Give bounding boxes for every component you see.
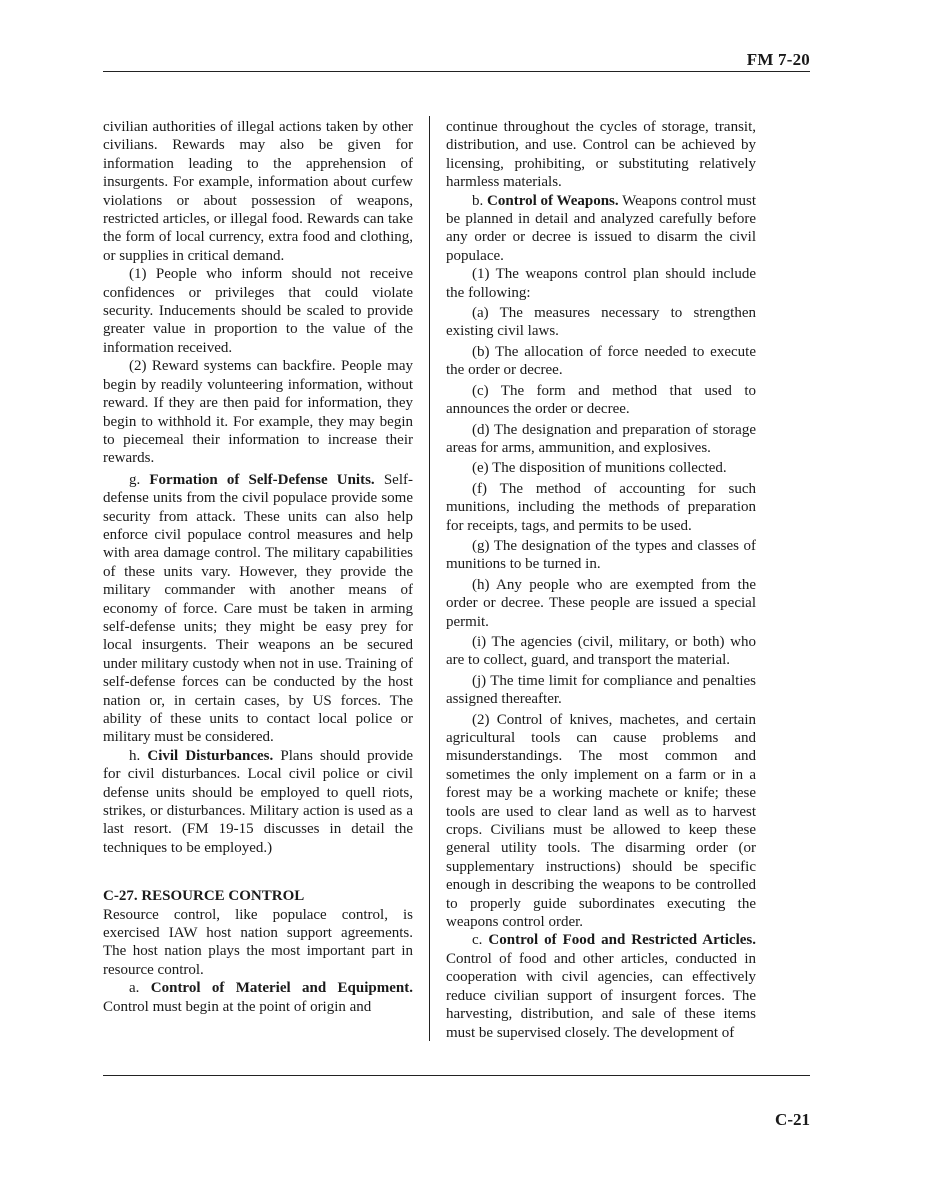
paragraph-h-civil-disturbances xyxy=(103,747,413,857)
paragraph-a-lead: a. xyxy=(129,980,151,997)
paragraph-item-2: (2) Reward systems can backfire. People may begin by readily volunteering information, without reward. If they are then paid for information, they begin to withhold it. For example, they may begin to piecemeal their information to increase their rewards. xyxy=(103,358,413,467)
heading-civil-disturbances: Civil Disturbances. xyxy=(147,747,274,764)
list-item-d: (d) The designation and preparation of storage areas for arms, ammunition, and explosives. xyxy=(446,421,756,456)
list-item-c: (c) The form and method that used to announces the order or decree. xyxy=(446,382,756,418)
paragraph-b-body: Weapons control must be planned in detail and analyzed carefully before any order or decree is issued to disarm the civil populace. xyxy=(446,192,756,264)
list-item-j: (j) The time limit for compliance and penalties assigned thereafter. xyxy=(446,672,756,708)
paragraph-rewards: civilian authorities of illegal actions taken by other civilians. Rewards may also be given for information leading to the apprehension of insurgents. For example, information about curfew violations or about possession of weapons, restricted articles, or illegal food. Rewards can take the form of local currency, extra food and clothing, or supplies in critical demand. xyxy=(103,119,413,264)
paragraph-weapons-plan: (1) The weapons control plan should include the following: xyxy=(446,266,756,301)
paragraph-item-1: (1) People who inform should not receive confidences or privileges that could violate security. Inducements should be scaled to provide greater value in proportion to the value of the information received. xyxy=(103,266,413,356)
column-divider xyxy=(429,116,430,1041)
paragraph-b-weapons xyxy=(446,192,756,266)
page-number: C-21 xyxy=(775,1110,810,1129)
list-item-h: (h) Any people who are exempted from the order or decree. These people are issued a special permit. xyxy=(446,576,756,630)
section-title: C-27. RESOURCE CONTROL xyxy=(103,888,305,905)
heading-food-restricted-articles: Control of Food and Restricted Articles. xyxy=(488,932,756,949)
paragraph-g-self-defense xyxy=(103,471,413,747)
paragraph-c-body: Control of food and other articles, conducted in cooperation with civil agencies, can effectively reduce civilian support of insurgent forces. The harvesting, distribution, and sale of these items must be supervised closely. The development of xyxy=(446,950,756,1041)
list-item-g: (g) The designation of the types and classes of munitions to be turned in. xyxy=(446,537,756,573)
paragraph-b-lead: b. xyxy=(472,192,488,209)
paragraph-c-lead: c. xyxy=(472,932,489,949)
heading-self-defense-units: Formation of Self-Defense Units. xyxy=(149,471,375,488)
list-item-e: (e) The disposition of munitions collected. xyxy=(472,460,727,477)
list-item-b: (b) The allocation of force needed to execute the order or decree. xyxy=(446,343,756,379)
list-item-f: (f) The method of accounting for such munitions, including the methods of preparation for receipts, tags, and permits to be used. xyxy=(446,480,756,534)
paragraph-a-materiel xyxy=(103,979,413,1016)
paragraph-continue: continue throughout the cycles of storage, transit, distribution, and use. Control can be achieved by licensing, prohibiting, or substituting relatively harmless materials. xyxy=(446,119,756,191)
list-item-a: (a) The measures necessary to strengthen existing civil laws. xyxy=(446,305,756,340)
paragraph-a-body: Control must begin at the point of origin and xyxy=(103,998,372,1015)
manual-code: FM 7-20 xyxy=(746,50,810,69)
heading-materiel-equipment: Control of Materiel and Equipment. xyxy=(150,980,413,997)
paragraph-knives-machetes: (2) Control of knives, machetes, and certain agricultural tools can cause problems and misunderstandings. The most common and sometimes the only implement on a farm or in a forest may be a working machete or knife; these tools are used to clear land as well as to harvest crops. Civilians must be allowed to keep these general utility tools. The disarming order (or supplementary instructions) should be specific enough in describing the weapons to be controlled to properly guide subordinates executing the weapons control order. xyxy=(446,711,756,931)
paragraph-h-lead: h. xyxy=(129,747,148,764)
heading-control-of-weapons: Control of Weapons. xyxy=(487,192,619,209)
paragraph-resource-control: Resource control, like populace control, is exercised IAW host nation support agreements. The host nation plays the most important part in resource control. xyxy=(103,906,413,978)
list-item-i: (i) The agencies (civil, military, or both) who are to collect, guard, and transport the material. xyxy=(446,633,756,669)
paragraph-g-body: Self-defense units from the civil populace provide some security from attack. These units can also help enforce civil populace control measures and help with area damage control. The military capabilities of these units vary. However, they provide the military commander with another means of economy of force. Care must be taken in arming self-defense units; they might be easy prey for local insurgents. Their weapons an be secured under military custody when not in use. Training of self-defense forces can be conducted by the host nation or, in certain cases, by US forces. The ability of these units to contact local police or military must be considered. xyxy=(103,471,413,746)
header-rule xyxy=(103,71,810,72)
left-column xyxy=(103,118,413,1016)
paragraph-h-body: Plans should provide for civil disturbances. Local civil police or civil defense units should be employed to quell riots, strikes, or disturbances. Military action is used as a last resort. (FM 19-15 discusses in detail the techniques to be employed.) xyxy=(103,747,413,856)
paragraph-g-lead: g. xyxy=(129,471,150,488)
paragraph-c-food xyxy=(446,931,756,1041)
right-column xyxy=(446,118,756,1042)
footer-rule xyxy=(103,1075,810,1076)
